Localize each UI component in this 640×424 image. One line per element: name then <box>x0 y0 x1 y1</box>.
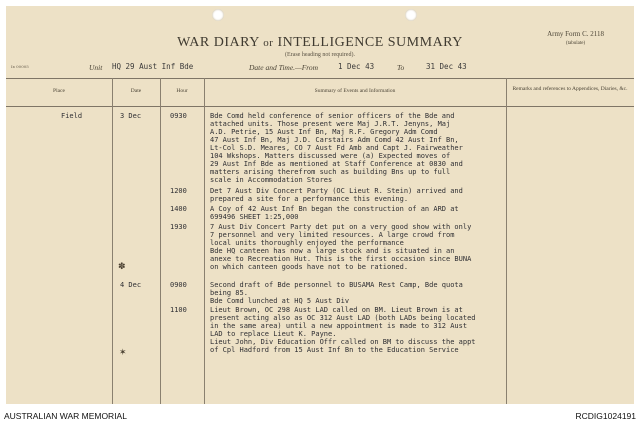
footer-right: RCDIG1024191 <box>575 411 636 421</box>
summary-line: local units thoroughly enjoyed the performance <box>210 239 404 247</box>
title-war-diary: WAR DIARY <box>177 35 260 50</box>
from-value: 1 Dec 43 <box>338 62 375 71</box>
form-subtitle: (Erase heading not required). <box>285 52 355 58</box>
unit-value: HQ 29 Aust Inf Bde <box>112 62 194 71</box>
summary-line: 699496 SHEET 1:25,000 <box>210 213 299 221</box>
summary-line: Bde Comd held conference of senior officers of the Bde and <box>210 112 455 120</box>
entry-place: Field <box>61 112 83 120</box>
army-form-sub: (tabulate) <box>565 41 586 46</box>
summary-line: scale in Accommodation Stores <box>210 176 333 184</box>
summary-line: present acting also as OC 312 Aust LAD (both LADs being located <box>210 314 476 322</box>
summary-line: 47 Aust Inf Bn, Maj J.D. Carstairs Adm Comd 42 Aust Inf Bn, <box>210 136 459 144</box>
summary-line: Lieut John, Div Education Offr called on BM to discuss the appt <box>210 338 476 346</box>
punch-hole-left <box>212 9 224 21</box>
entry-hour: 1400 <box>170 205 187 213</box>
entry-hour: 0930 <box>170 112 187 120</box>
entry-hour: 0900 <box>170 281 187 289</box>
entry-date: 4 Dec <box>120 281 142 289</box>
header-rule-top <box>6 78 634 79</box>
header-rule-bottom <box>6 106 634 107</box>
summary-line: 104 Wkshops. Matters discussed were (a) Expected moves of <box>210 152 451 160</box>
col-header-remarks: Remarks and references to Appendices, Diaries, &c. <box>512 86 628 92</box>
summary-line: A.D. Petrie, 15 Aust Inf Bn, Maj R.F. Gregory Adm Comd <box>210 128 438 136</box>
col-divider-4 <box>506 78 507 404</box>
col-divider-1 <box>112 78 113 404</box>
date-label: Date and Time.—From <box>249 63 319 72</box>
army-form-label: Army Form C. 2118 <box>547 30 604 38</box>
form-title <box>6 35 634 51</box>
summary-line: matters arising therefrom such as building Bns up to full <box>210 168 451 176</box>
diary-sheet <box>6 6 634 404</box>
entry-hour: 1930 <box>170 223 187 231</box>
summary-line: Second draft of Bde personnel to BUSAMA Rest Camp, Bde quota <box>210 281 463 289</box>
title-intelligence-summary: INTELLIGENCE SUMMARY <box>277 35 463 50</box>
summary-line: in the same area) until a new appointment is made to 312 Aust <box>210 322 468 330</box>
summary-line: Lt-Col S.D. Meares, CO 7 Aust Fd Amb and Capt J. Fairweather <box>210 144 463 152</box>
ink-mark-icon: ✶ <box>119 348 127 358</box>
entry-date: 3 Dec <box>120 112 142 120</box>
summary-line: 7 personnel and very limited resources. A large crowd from <box>210 231 455 239</box>
summary-line: 29 Aust Inf Bde as mentioned at Staff Conference at 0830 and <box>210 160 463 168</box>
footer-left: AUSTRALIAN WAR MEMORIAL <box>4 411 127 421</box>
to-value: 31 Dec 43 <box>426 62 467 71</box>
title-or: or <box>263 37 274 49</box>
summary-line: A Coy of 42 Aust Inf Bn began the construction of an ARD at <box>210 205 459 213</box>
unit-label: Unit <box>89 63 103 72</box>
summary-line: Det 7 Aust Div Concert Party (OC Lieut R. Stein) arrived and <box>210 187 463 195</box>
entry-hour: 1200 <box>170 187 187 195</box>
summary-line: Lieut Brown, OC 298 Aust LAD called on BM. Lieut Brown is at <box>210 306 463 314</box>
to-label: To <box>397 63 405 72</box>
summary-line: on which canteen goods have not to be rationed. <box>210 263 409 271</box>
summary-line: Bde Comd lunched at HQ 5 Aust Div <box>210 297 350 305</box>
summary-line: prepared a site for a performance this evening. <box>210 195 409 203</box>
punch-hole-right <box>405 9 417 21</box>
summary-line: being 85. <box>210 289 248 297</box>
summary-line: of Cpl Hadford from 15 Aust Inf Bn to the Education Service <box>210 346 459 354</box>
summary-line: 7 Aust Div Concert Party det put on a very good show with only <box>210 223 472 231</box>
summary-line: attached units. Those present were Maj J.R.T. Jenyns, Maj <box>210 120 451 128</box>
col-header-summary: Summary of Events and Information <box>314 88 396 94</box>
col-divider-2 <box>160 78 161 404</box>
form-ref: Ix 00005 <box>11 64 29 69</box>
summary-line: LAD to replace Lieut K. Payne. <box>210 330 337 338</box>
entry-hour: 1100 <box>170 306 187 314</box>
summary-line: anexe to Recreation Hut. This is the first occasion since BUNA <box>210 255 472 263</box>
col-header-hour: Hour <box>176 88 188 94</box>
summary-line: Bde HQ canteen has now a large stock and is situated in an <box>210 247 455 255</box>
col-divider-3 <box>204 78 205 404</box>
col-header-place: Place <box>53 88 65 94</box>
col-header-date: Date <box>130 88 142 94</box>
ink-mark-icon: ✽ <box>118 262 126 272</box>
